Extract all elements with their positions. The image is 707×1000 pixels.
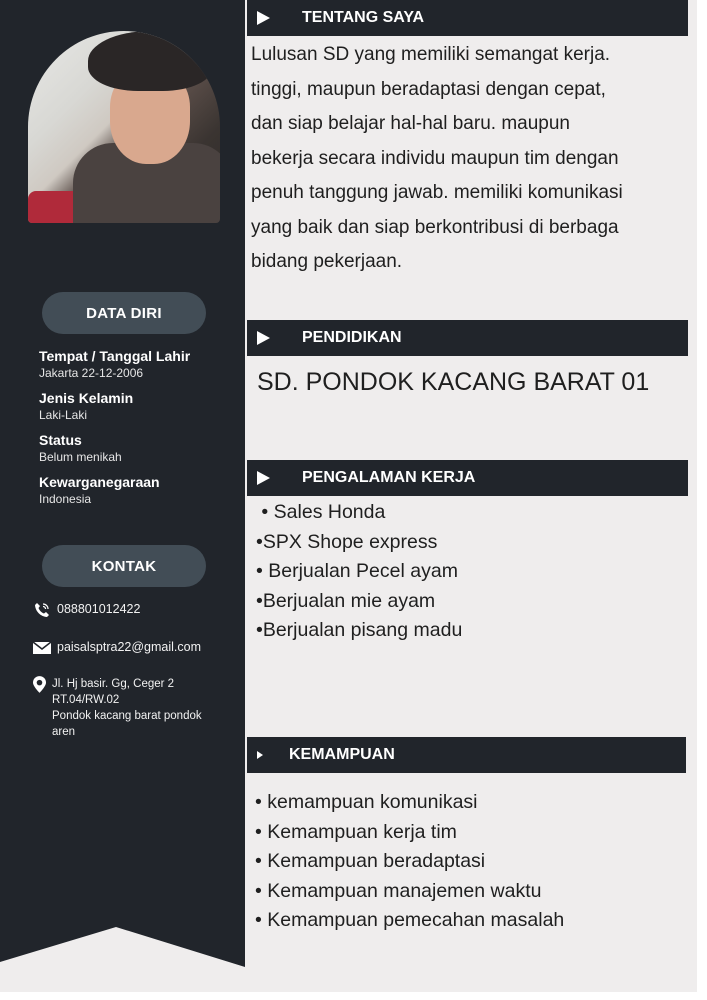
list-item: • Kemampuan kerja tim [255,820,457,843]
about-line: yang baik dan siap berkontribusi di berbaga [251,216,619,238]
list-item: • Kemampuan manajemen waktu [255,879,542,902]
phone-icon [33,602,51,618]
about-line: tinggi, maupun beradaptasi dengan cepat, [251,78,606,100]
photo-hair [88,31,213,91]
personal-data-list [39,347,190,515]
section-title: PENDIDIKAN [302,329,402,346]
section-title: TENTANG SAYA [302,9,425,26]
about-line: bidang pekerjaan. [251,251,403,272]
profile-photo [28,31,220,223]
experience-list [256,498,462,646]
location-pin-icon [33,676,46,693]
field-label-status: Status [39,432,82,448]
field-label-birth: Tempat / Tanggal Lahir [39,348,191,364]
triangle-right-icon [257,331,270,345]
field-value-status: Belum menikah [39,450,122,464]
about-line: dan siap belajar hal-hal baru. maupun [251,113,570,134]
about-line: Lulusan SD yang memiliki semangat kerja. [251,44,611,65]
list-item: • Kemampuan beradaptasi [255,850,486,872]
data-diri-heading: DATA DIRI [42,292,206,334]
about-text [251,38,691,280]
email-address[interactable]: paisalsptra22@gmail.com [57,640,202,654]
list-item: • kemampuan komunikasi [255,791,478,813]
address-text [52,676,202,740]
field-label-gender: Jenis Kelamin [39,390,134,406]
list-item: •Berjualan mie ayam [256,589,436,612]
field-value-birth: Jakarta 22-12-2006 [39,366,144,380]
about-line: bekerja secara individu maupun tim dengan [251,147,619,169]
list-item: • Sales Honda [256,501,386,523]
field-value-gender: Laki-Laki [39,408,88,422]
phone-number[interactable]: 088801012422 [57,602,141,616]
skills-list [255,788,564,936]
field-value-nationality: Indonesia [39,492,92,506]
section-header-about [247,0,688,36]
triangle-right-icon [257,471,270,485]
envelope-icon [33,640,51,656]
triangle-right-icon [257,751,263,759]
address-line: RT.04/RW.02 [52,694,120,706]
kontak-heading: KONTAK [42,545,206,587]
triangle-right-icon [257,11,270,25]
list-item: •Berjualan pisang madu [256,619,463,641]
contact-email [33,640,201,656]
section-header-skills [247,737,686,773]
section-header-education [247,320,688,356]
about-line: penuh tanggung jawab. memiliki komunikasi [251,182,623,203]
list-item: • Berjualan Pecel ayam [256,560,458,582]
contact-address [33,676,202,740]
contact-phone [33,602,140,618]
address-line: Pondok kacang barat pondok [52,710,202,722]
list-item: •SPX Shope express [256,530,438,553]
address-line: aren [52,726,76,738]
section-title: PENGALAMAN KERJA [302,469,476,486]
field-label-nationality: Kewarganegaraan [39,474,160,490]
section-header-experience [247,460,688,496]
address-line: Jl. Hj basir. Gg, Ceger 2 [52,678,175,690]
section-title: KEMAMPUAN [289,746,395,763]
education-school: SD. PONDOK KACANG BARAT 01 [257,368,650,396]
list-item: • Kemampuan pemecahan masalah [255,909,565,931]
